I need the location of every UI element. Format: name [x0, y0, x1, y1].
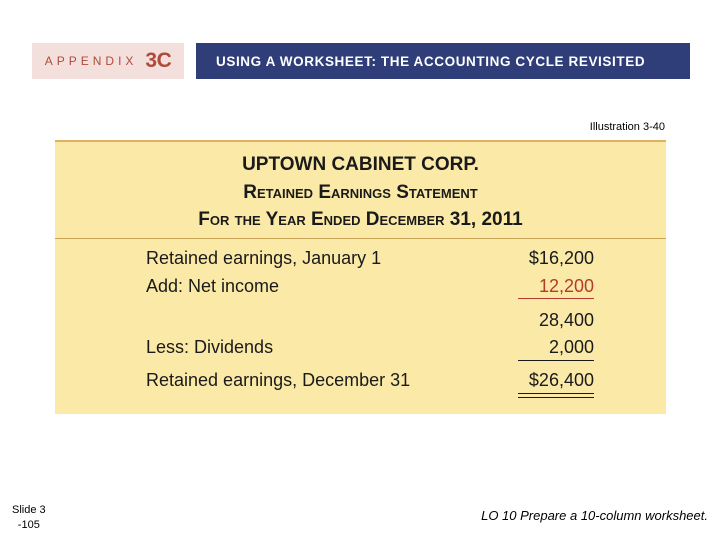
row-label-beginning: Retained earnings, January 1 [146, 248, 382, 268]
amount-beginning: $16,200 [528, 248, 594, 268]
chapter-header [32, 43, 690, 79]
row-label-net-income: Add: Net income [146, 276, 280, 296]
subtotal-underline [518, 298, 594, 299]
statement-name: Retained Earnings Statement [243, 182, 478, 203]
appendix-label [32, 43, 184, 79]
total-double-underline-top [518, 393, 594, 394]
amount-subtotal: 28,400 [538, 310, 594, 330]
chapter-title: USING A WORKSHEET: THE ACCOUNTING CYCLE REVISITED [196, 43, 690, 79]
amount-ending: $26,400 [528, 370, 594, 390]
total-double-underline-bottom [518, 397, 594, 398]
illustration-label: Illustration 3-40 [589, 121, 665, 133]
amount-dividends: 2,000 [548, 337, 594, 357]
header-divider [55, 238, 666, 239]
slide-number-line1: Slide 3 [12, 504, 46, 516]
appendix-word: APPENDIX [44, 54, 138, 68]
statement-period: For the Year Ended December 31, 2011 [198, 209, 523, 230]
slide-number [12, 503, 46, 533]
row-label-dividends: Less: Dividends [146, 337, 274, 357]
retained-earnings-statement [55, 140, 666, 414]
dividends-underline [518, 360, 594, 361]
slide-number-line2: -105 [17, 519, 40, 531]
learning-objective: LO 10 Prepare a 10-column worksheet. [481, 508, 708, 523]
amount-net-income: 12,200 [538, 276, 594, 296]
company-name: UPTOWN CABINET CORP. [242, 154, 479, 175]
appendix-number: 3C [145, 49, 172, 72]
row-label-ending: Retained earnings, December 31 [146, 370, 411, 390]
